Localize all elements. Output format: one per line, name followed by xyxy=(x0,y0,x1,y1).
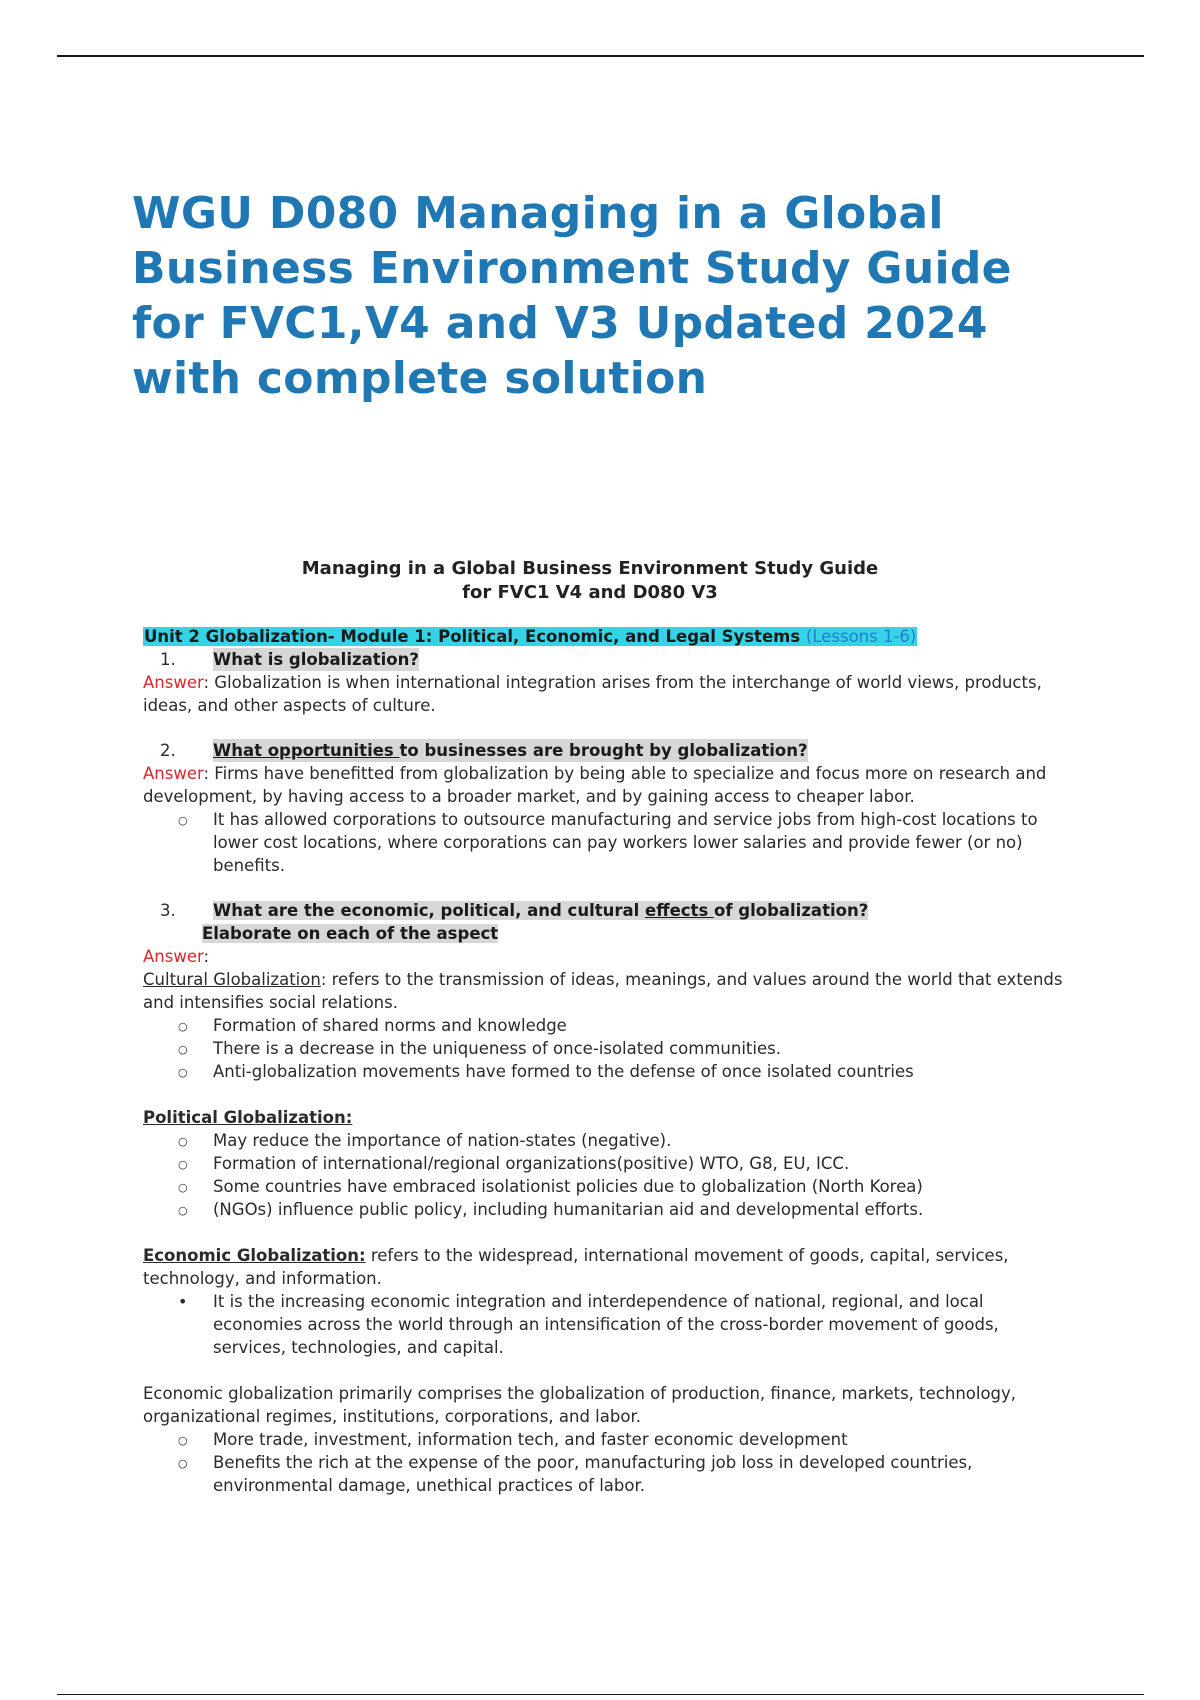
list-item: • It is the increasing economic integration and interdependence of national, regional, and local economies across the world through an intensification of the cross-border movement of goods, services, technologies, and capital. xyxy=(213,1290,1063,1359)
economic-bullets xyxy=(143,1290,1063,1359)
heading-line-2: for FVC1 V4 and D080 V3 xyxy=(462,582,718,603)
cultural-bullets xyxy=(143,1014,1063,1083)
answer-1-text: : Globalization is when international integration arises from the interchange of world views, products, ideas, and other aspects of culture. xyxy=(143,673,1042,715)
list-item: ○ More trade, investment, information tech, and faster economic development xyxy=(213,1428,1063,1451)
list-item: ○ May reduce the importance of nation-states (negative). xyxy=(213,1129,1063,1152)
unit-heading xyxy=(143,625,1063,648)
list-item: ○ There is a decrease in the uniqueness of once-isolated communities. xyxy=(213,1037,1063,1060)
question-2 xyxy=(160,739,1063,762)
list-item: ○ Formation of shared norms and knowledge xyxy=(213,1014,1063,1037)
answer-2-bullets xyxy=(143,808,1063,877)
economic-globalization xyxy=(143,1244,1063,1290)
economic-summary-bullets xyxy=(143,1428,1063,1497)
cultural-label: Cultural Globalization xyxy=(143,970,321,989)
document-title: WGU D080 Managing in a Global Business Environment Study Guide for FVC1,V4 and V3 Updated 2024 with complete solution xyxy=(132,188,1012,404)
list-item: ○ Anti-globalization movements have formed to the defense of once isolated countries xyxy=(213,1060,1063,1083)
answer-label: Answer xyxy=(143,947,204,966)
list-item: ○ (NGOs) influence public policy, including humanitarian aid and developmental efforts. xyxy=(213,1198,1063,1221)
list-item: ○ Benefits the rich at the expense of the poor, manufacturing job loss in developed countries, environmental damage, unethical practices of labor. xyxy=(213,1451,1063,1497)
cultural-text: : refers to the transmission of ideas, meanings, and values around the world that extends and intensifies social relations. xyxy=(143,970,1063,1012)
document-body xyxy=(143,625,1063,1497)
question-2-text: What opportunities to businesses are brought by globalization? xyxy=(213,741,808,760)
economic-globalization-summary: Economic globalization primarily comprises the globalization of production, finance, markets, technology, organizational regimes, institutions, corporations, and labor. xyxy=(143,1384,1017,1426)
top-rule xyxy=(57,55,1144,57)
question-2-number: 2. xyxy=(160,741,176,760)
question-3 xyxy=(160,899,1063,945)
list-item: ○ Formation of international/regional organizations(positive) WTO, G8, EU, ICC. xyxy=(213,1152,1063,1175)
answer-1 xyxy=(143,671,1063,717)
study-guide-heading xyxy=(140,557,1040,605)
cultural-globalization xyxy=(143,968,1063,1014)
economic-label: Economic Globalization: xyxy=(143,1246,366,1265)
unit-lessons: (Lessons 1-6) xyxy=(805,627,917,646)
question-3-text-line2: Elaborate on each of the aspect xyxy=(202,924,499,943)
question-1-number: 1. xyxy=(160,650,176,669)
answer-label: Answer xyxy=(143,673,204,692)
question-3-text: What are the economic, political, and cultural effects of globalization? xyxy=(213,901,869,920)
answer-label: Answer xyxy=(143,764,204,783)
answer-2 xyxy=(143,762,1063,808)
question-1 xyxy=(160,648,1063,671)
unit-label: Unit 2 Globalization- Module 1: Political, Economic, and Legal Systems xyxy=(144,627,801,646)
answer-3: Answer: xyxy=(143,947,210,966)
political-label: Political Globalization: xyxy=(143,1108,353,1127)
political-bullets xyxy=(143,1129,1063,1221)
question-3-number: 3. xyxy=(160,901,176,920)
heading-line-1: Managing in a Global Business Environment Study Guide xyxy=(301,558,879,579)
economic-text: refers to the widespread, international movement of goods, capital, services, technology, and information. xyxy=(143,1246,1009,1288)
answer-2-text: : Firms have benefitted from globalization by being able to specialize and focus more on research and development, by having access to a broader market, and by gaining access to cheaper labor. xyxy=(143,764,1047,806)
question-1-text: What is globalization? xyxy=(213,650,419,669)
bottom-rule xyxy=(57,1694,1144,1695)
list-item: ○ Some countries have embraced isolationist policies due to globalization (North Korea) xyxy=(213,1175,1063,1198)
political-globalization xyxy=(143,1106,1063,1129)
list-item: ○ It has allowed corporations to outsource manufacturing and service jobs from high-cost locations to lower cost locations, where corporations can pay workers lower salaries and provide fewer (or no) benefits. xyxy=(213,808,1063,877)
